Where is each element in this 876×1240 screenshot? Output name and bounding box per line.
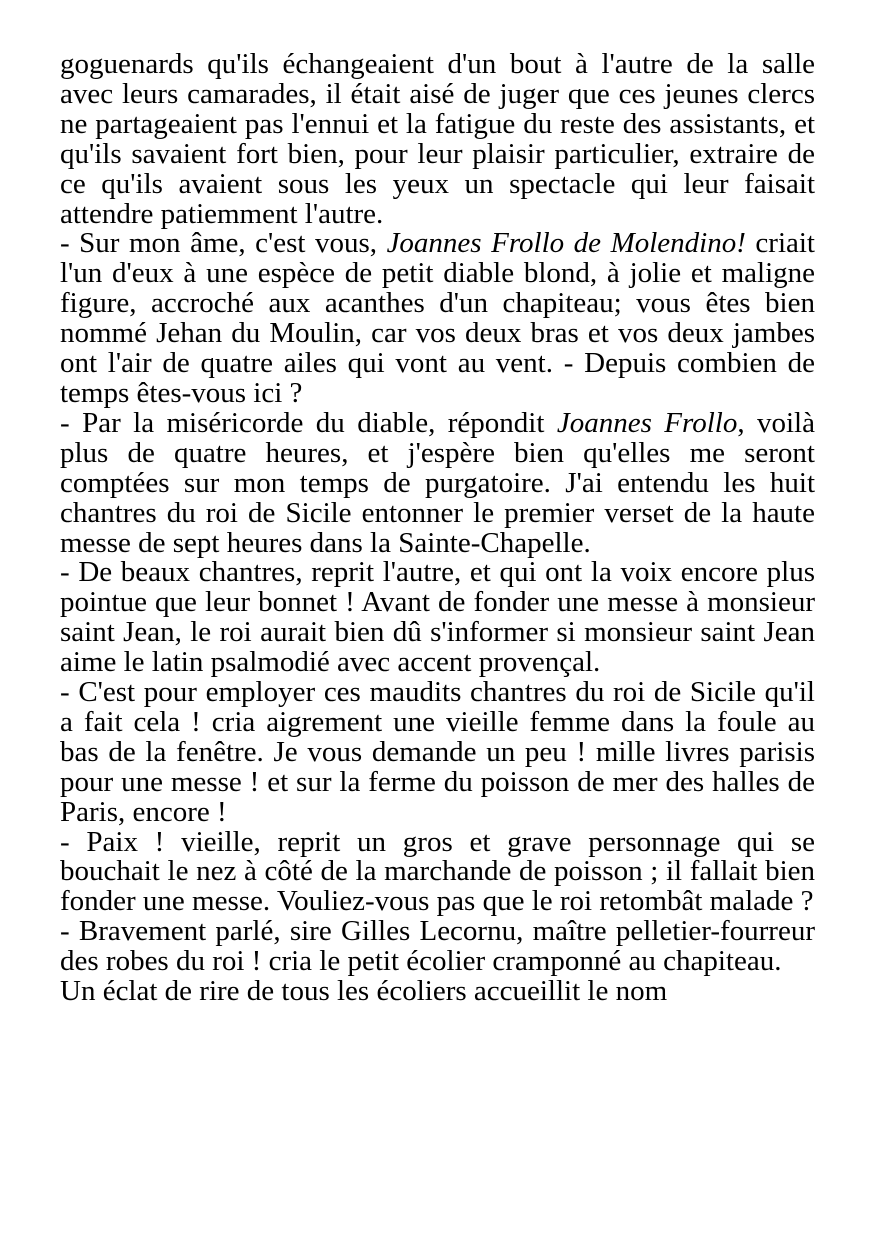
paragraph-7: - Bravement parlé, sire Gilles Lecornu, maître pelletier-fourreur des robes du roi ! cria le petit écolier cramponné au chapiteau.: [60, 915, 815, 978]
paragraph-3-text-before: - Par la miséricorde du diable, répondit: [60, 406, 557, 439]
paragraph-2-italic-name: Joannes Frollo de Molendino!: [386, 227, 746, 260]
page-body: [60, 50, 815, 1007]
paragraph-6: - Paix ! vieille, reprit un gros et grave personnage qui se bouchait le nez à côté de la marchande de poisson ; il fallait bien fonder une messe. Vouliez-vous pas que le roi retombât malade ?: [60, 825, 815, 918]
paragraph-3: [60, 406, 815, 559]
paragraph-4: - De beaux chantres, reprit l'autre, et qui ont la voix encore plus pointue que leur bonnet ! Avant de fonder une messe à monsieur saint Jean, le roi aurait bien dû s'informer si monsieur saint Jean aime le latin psalmodié avec accent provençal.: [60, 556, 815, 679]
paragraph-2-text-after: criait l'un d'eux à une espèce de petit diable blond, à jolie et maligne figure, accroché aux acanthes d'un chapiteau; vous êtes bien nommé Jehan du Moulin, car vos deux bras et vos deux jambes ont l'air de quatre ailes qui vont au vent. - Depuis combien de temps êtes-vous ici ?: [60, 227, 815, 409]
paragraph-3-italic-name: Joannes Frollo: [556, 406, 738, 439]
paragraph-8: Un éclat de rire de tous les écoliers accueillit le nom: [60, 975, 668, 1008]
paragraph-2: [60, 229, 815, 408]
paragraph-1: goguenards qu'ils échangeaient d'un bout à l'autre de la salle avec leurs camarades, il était aisé de juger que ces jeunes clercs ne partageaient pas l'ennui et la fatigue du reste des assistants, et qu'ils savaient fort bien, pour leur plaisir particulier, extraire de ce qu'ils avaient sous les yeux un spectacle qui leur faisait attendre patiemment l'autre.: [60, 48, 815, 230]
paragraph-2-text-before: - Sur mon âme, c'est vous,: [60, 227, 387, 260]
paragraph-5: - C'est pour employer ces maudits chantres du roi de Sicile qu'il a fait cela ! cria aigrement une vieille femme dans la foule au bas de la fenêtre. Je vous demande un peu ! mille livres parisis pour une messe ! et sur la ferme du poisson de mer des halles de Paris, encore !: [60, 676, 815, 828]
paragraph-3-text-after: , voilà plus de quatre heures, et j'espère bien qu'elles me seront comptées sur mon temps de purgatoire. J'ai entendu les huit chantres du roi de Sicile entonner le premier verset de la haute messe de sept heures dans la Sainte-Chapelle.: [60, 406, 815, 559]
